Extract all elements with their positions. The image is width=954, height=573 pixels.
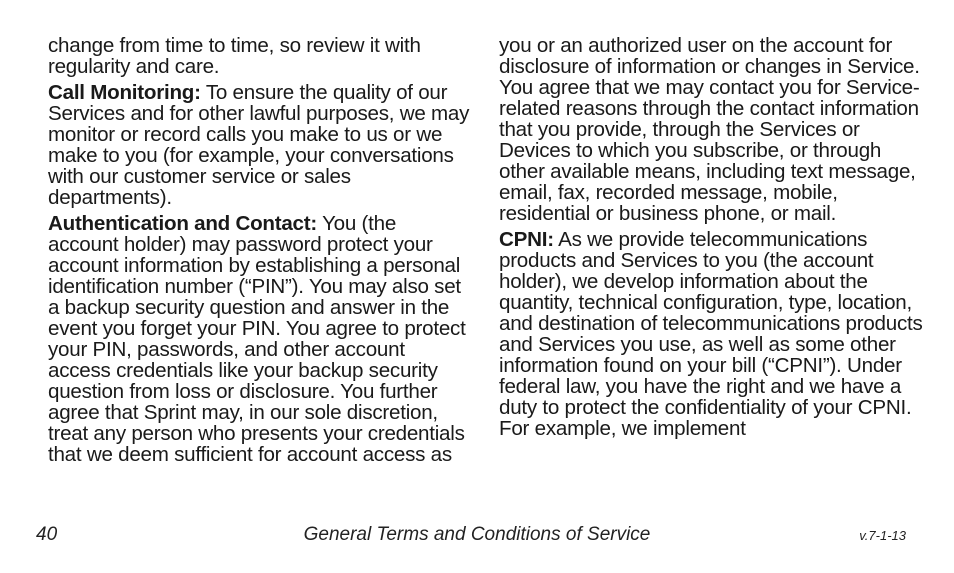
authentication-body: You (the account holder) may password protect your account information by establishing a personal identification number (“PIN”). You may also set a backup security question and answer in the event you forget your PIN. You agree to protect your PIN, passwords, and other account access credentials like your backup security question from loss or disclosure. You further agree that Sprint may, in our sole discretion, treat any person who presents your credentials that we deem sufficient for account access as: [48, 212, 466, 466]
continuation-paragraph: you or an authorized user on the account for disclosure of information or changes in Service. You agree that we may contact you for Service-related reasons through the contact information that you provide, through the Services or Devices to which you subscribe, or through other available means, including text message, email, fax, recorded message, mobile, residential or business phone, or mail.: [499, 34, 920, 225]
intro-paragraph: change from time to time, so review it with regularity and care.: [48, 34, 421, 78]
right-column: [499, 35, 923, 444]
cpni-paragraph: [499, 229, 923, 439]
call-monitoring-paragraph: [48, 82, 470, 208]
cpni-body: As we provide telecommunications products and Services to you (the account holder), we develop information about the quantity, technical configuration, type, location, and destination of telecommunications products and Services you use, as well as some other information found on your bill (“CPNI”). Under federal law, you have the right and we have a duty to protect the confidentiality of your CPNI. For example, we implement: [499, 228, 923, 440]
page-footer: [0, 524, 954, 548]
authentication-heading: Authentication and Contact:: [48, 212, 317, 235]
footer-title: General Terms and Conditions of Service: [303, 524, 651, 545]
call-monitoring-body: To ensure the quality of our Services and for other lawful purposes, we may monitor or record calls you make to us or we make to you (for example, your conversations with our customer service or sales departments).: [48, 81, 470, 209]
cpni-heading: CPNI:: [499, 228, 554, 251]
call-monitoring-heading: Call Monitoring:: [48, 81, 201, 104]
page-number: 40: [36, 524, 58, 545]
version-label: v.7-1-13: [859, 528, 906, 543]
left-column: [48, 35, 470, 470]
authentication-paragraph: [48, 213, 470, 465]
